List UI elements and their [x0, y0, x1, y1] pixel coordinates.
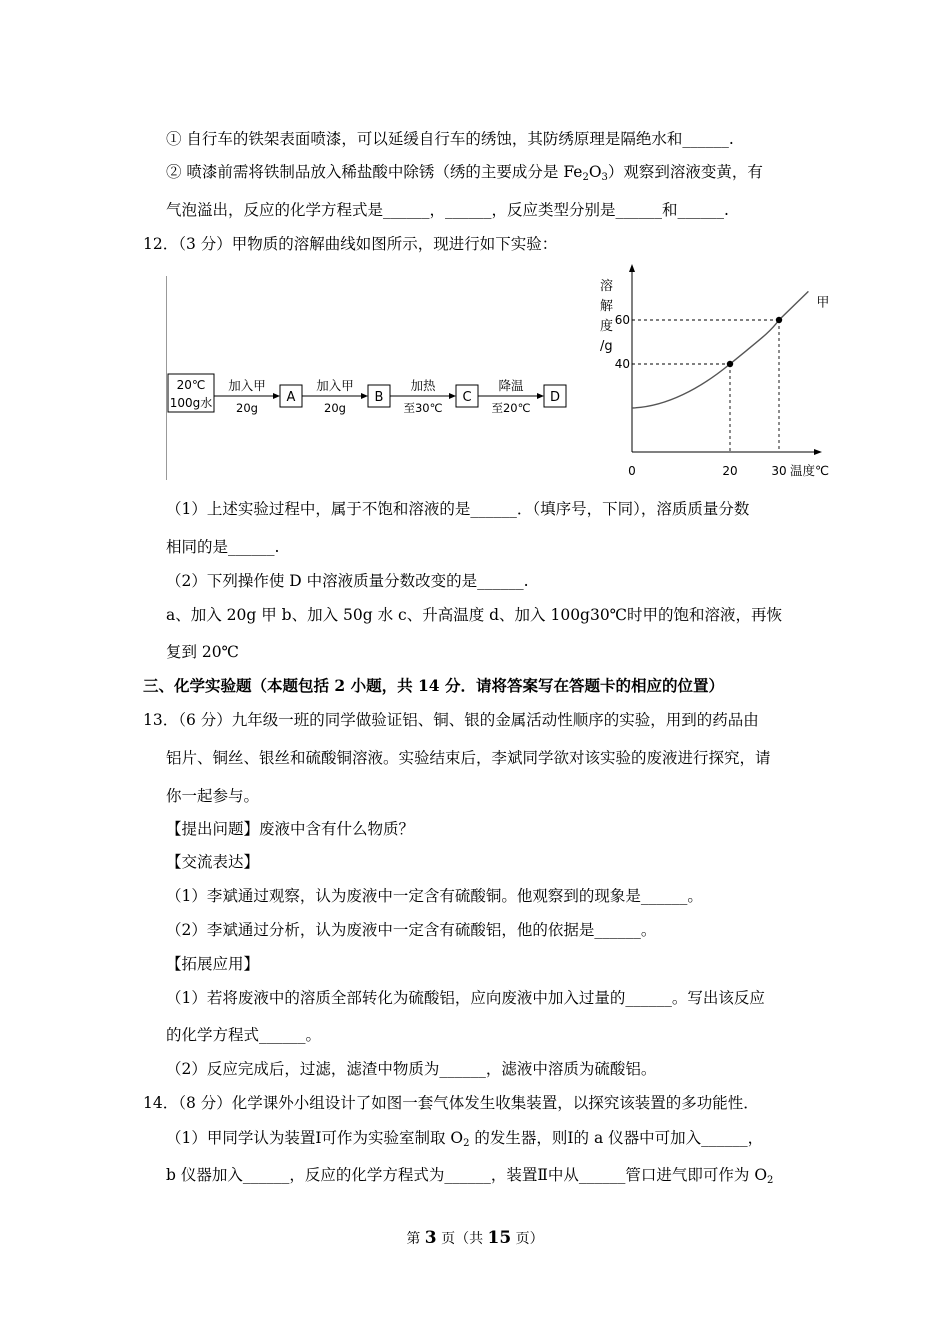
experiment-flow-diagram	[164, 368, 604, 420]
y-label-char: /g	[600, 339, 613, 354]
y-label-char: 度	[600, 319, 614, 334]
q13-line-2: 铝片、铜丝、银丝和硫酸铜溶液。实验结束后，李斌同学欲对该实验的废液进行探究，请	[166, 749, 771, 767]
series-label: 甲	[816, 295, 830, 311]
y-label-char: 解	[600, 299, 614, 314]
q13-extend-heading: 【拓展应用】	[166, 955, 260, 973]
q12-title: 12．（3 分）甲物质的溶解曲线如图所示，现进行如下实验：	[143, 235, 558, 253]
q13-exchange-2: （2）李斌通过分析，认为废液中一定含有硫酸铝，他的依据是______。	[166, 921, 657, 939]
q11-line-3: 气泡溢出，反应的化学方程式是______，______，反应类型分别是______和______.	[166, 201, 729, 219]
flow-step-top-4: 降温	[498, 378, 524, 393]
flow-step-bottom-1: 20g	[236, 401, 258, 415]
q14-title: 14．（8 分）化学课外小组设计了如图一套气体发生收集装置，以探究该装置的多功能性．	[143, 1094, 759, 1112]
x-tick-label: 0	[628, 464, 636, 478]
flow-box-label-A: A	[286, 390, 296, 405]
q13-extend-1a: （1）若将废液中的溶质全部转化为硫酸铝，应向废液中加入过量的______。写出该反应	[166, 989, 765, 1007]
x-tick-label: 30	[771, 464, 787, 478]
q11-line-1: ① 自行车的铁架表面喷漆，可以延缓自行车的绣蚀，其防绣原理是隔绝水和______.	[166, 130, 734, 148]
page-total: 15	[487, 1228, 512, 1248]
x-axis-arrow	[814, 449, 822, 455]
q11-line-2: ② 喷漆前需将铁制品放入稀盐酸中除锈（绣的主要成分是 $Fe_2O_3$）观察到溶液变黄，有	[166, 163, 763, 183]
start-label-2: 100g水	[169, 396, 213, 410]
q14-line-1: （1）甲同学认为装置Ⅰ可作为实验室制取 $O_2$ 的发生器，则Ⅰ的 a 仪器中可加入______，	[166, 1129, 764, 1149]
solubility-chart	[596, 262, 836, 484]
data-point-2	[776, 317, 782, 323]
q13-line-3: 你一起参与。	[166, 787, 260, 805]
y-axis-arrow	[629, 264, 635, 272]
flow-step-bottom-4: 至20℃	[491, 401, 531, 415]
solubility-curve	[632, 291, 808, 408]
flow-box-label-B: B	[374, 390, 384, 405]
flow-step-top-2: 加入甲	[316, 378, 354, 393]
flow-arrowhead-2	[361, 393, 368, 399]
page-footer: 第 3 页（共 15 页）	[406, 1228, 544, 1248]
flow-step-top-1: 加入甲	[228, 378, 266, 393]
q13-exchange-1: （1）李斌通过观察，认为废液中一定含有硫酸铜。他观察到的现象是______。	[166, 887, 703, 905]
page-number: 3	[424, 1228, 437, 1248]
q14-line-2: b 仪器加入______，反应的化学方程式为______，装置Ⅱ中从______管口进气即可作为 $O_2$	[166, 1166, 774, 1186]
flow-box-label-C: C	[462, 390, 472, 405]
y-label-char: 溶	[600, 279, 614, 294]
q13-exchange-heading: 【交流表达】	[166, 853, 260, 871]
data-point-1	[727, 361, 733, 367]
y-tick-label: 60	[614, 313, 630, 327]
y-tick-label: 40	[614, 357, 630, 371]
q12-part1-line2: 相同的是______.	[166, 538, 280, 556]
q12-options: a、加入 20g 甲 b、加入 50g 水 c、升高温度 d、加入 100g30℃时甲的饱和溶液，再恢	[166, 606, 783, 624]
x-tick-label: 20	[722, 464, 738, 478]
q13-question: 【提出问题】废液中含有什么物质？	[166, 820, 415, 838]
flow-step-top-3: 加热	[410, 378, 436, 393]
q13-line-1: 13．（6 分）九年级一班的同学做验证铝、铜、银的金属活动性顺序的实验，用到的药品由	[143, 711, 759, 729]
start-label-1: 20℃	[176, 378, 206, 392]
x-axis-label: 温度℃	[790, 463, 830, 478]
q12-options-cont: 复到 20℃	[166, 643, 239, 661]
flow-step-bottom-2: 20g	[324, 401, 346, 415]
flow-arrowhead-1	[273, 393, 280, 399]
q13-extend-1b: 的化学方程式______。	[166, 1026, 322, 1044]
q12-part1-line1: （1）上述实验过程中，属于不饱和溶液的是______．（填序号，下同），溶质质量分数	[166, 500, 750, 518]
q12-part2: （2）下列操作使 D 中溶液质量分数改变的是______.	[166, 572, 529, 590]
flow-arrowhead-4	[537, 393, 544, 399]
flow-arrowhead-3	[449, 393, 456, 399]
q13-extend-2: （2）反应完成后，过滤，滤渣中物质为______，滤液中溶质为硫酸铝。	[166, 1060, 657, 1078]
flow-box-label-D: D	[549, 390, 561, 405]
flow-step-bottom-3: 至30℃	[403, 401, 443, 415]
section-3-heading: 三、化学实验题（本题包括 2 小题，共 14 分．请将答案写在答题卡的相应的位置）	[143, 676, 724, 695]
